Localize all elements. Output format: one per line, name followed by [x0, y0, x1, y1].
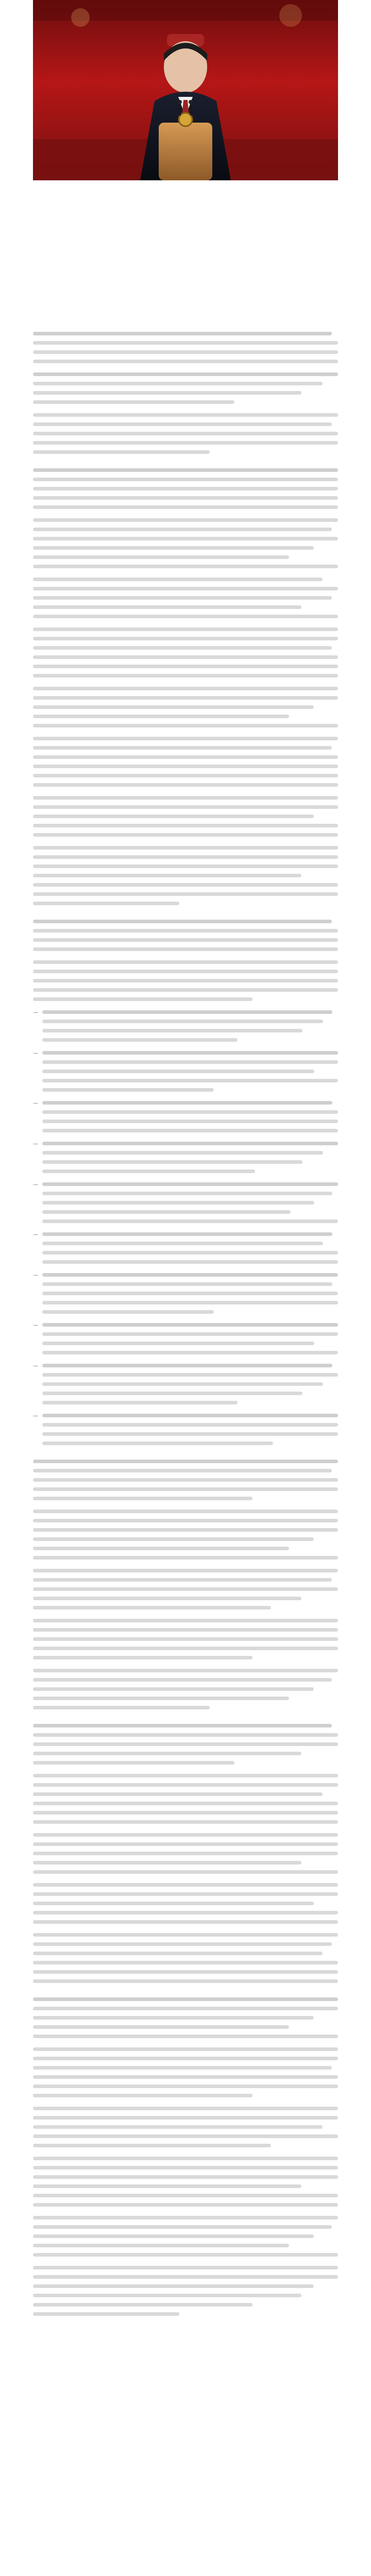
- bullet-paragraph: [33, 1414, 338, 1445]
- dash-bullet: —: [33, 1363, 38, 1369]
- paragraph-block: [33, 413, 338, 454]
- article-bottom-space: [33, 2325, 338, 2361]
- paragraph-block: [33, 2047, 338, 2097]
- article-content: [33, 319, 338, 2576]
- paragraph-block: [33, 1460, 338, 1500]
- paragraph-block: [33, 2216, 338, 2257]
- paragraph-block: [33, 2107, 338, 2147]
- paragraph-block: [33, 1669, 338, 1709]
- bullet-paragraph: [33, 1142, 338, 1173]
- dash-bullet: —: [33, 1050, 38, 1056]
- hero-photo: [33, 0, 338, 180]
- paragraph-block: [33, 1510, 338, 1560]
- paragraph-block: [33, 737, 338, 787]
- dash-bullet: —: [33, 1413, 38, 1419]
- paragraph-block: [33, 1833, 338, 1874]
- paragraph-block: [33, 332, 338, 363]
- microphone-head-left: [178, 100, 182, 104]
- speaker-photo-illustration: [33, 0, 338, 180]
- paragraph-block: [33, 468, 338, 509]
- bullet-paragraph: [33, 1051, 338, 1092]
- bullet-paragraph: [33, 1010, 338, 1042]
- bullet-paragraph: [33, 1323, 338, 1354]
- paragraph-block: [33, 1569, 338, 1609]
- paragraph-block: [33, 2157, 338, 2207]
- bullet-paragraph: [33, 1101, 338, 1132]
- podium: [159, 123, 212, 180]
- paragraph-block: [33, 2266, 338, 2316]
- microphone-right: [190, 103, 192, 115]
- paragraph-block: [33, 1933, 338, 1983]
- paragraph-block: [33, 628, 338, 677]
- paragraph-block: [33, 796, 338, 837]
- dash-bullet: —: [33, 1323, 38, 1328]
- paragraph-block: [33, 578, 338, 618]
- paragraph-block: [33, 1997, 338, 2038]
- dash-bullet: —: [33, 1182, 38, 1188]
- paragraph-block: [33, 1774, 338, 1824]
- light-glow-right: [279, 4, 302, 27]
- paragraph-block: [33, 846, 338, 905]
- paragraph-block: [33, 1619, 338, 1659]
- paragraph-block: [33, 687, 338, 727]
- microphone-head-right: [189, 100, 193, 104]
- dash-bullet: —: [33, 1232, 38, 1238]
- paragraph-block: [33, 372, 338, 404]
- dash-bullet: —: [33, 1273, 38, 1278]
- bullet-paragraph: [33, 1182, 338, 1223]
- paragraph-block: [33, 960, 338, 1001]
- dash-bullet: —: [33, 1010, 38, 1015]
- dash-bullet: —: [33, 1100, 38, 1106]
- bullet-paragraph: [33, 1273, 338, 1314]
- dash-bullet: —: [33, 1141, 38, 1147]
- paragraph-block: [33, 1724, 338, 1765]
- bullet-paragraph: [33, 1232, 338, 1264]
- paragraph-block: [33, 920, 338, 951]
- bullet-paragraph: [33, 1364, 338, 1404]
- microphone-left: [179, 103, 181, 115]
- article-title-block: [46, 222, 325, 225]
- light-glow-left: [71, 8, 90, 27]
- paragraph-block: [33, 518, 338, 568]
- paragraph-block: [33, 1883, 338, 1924]
